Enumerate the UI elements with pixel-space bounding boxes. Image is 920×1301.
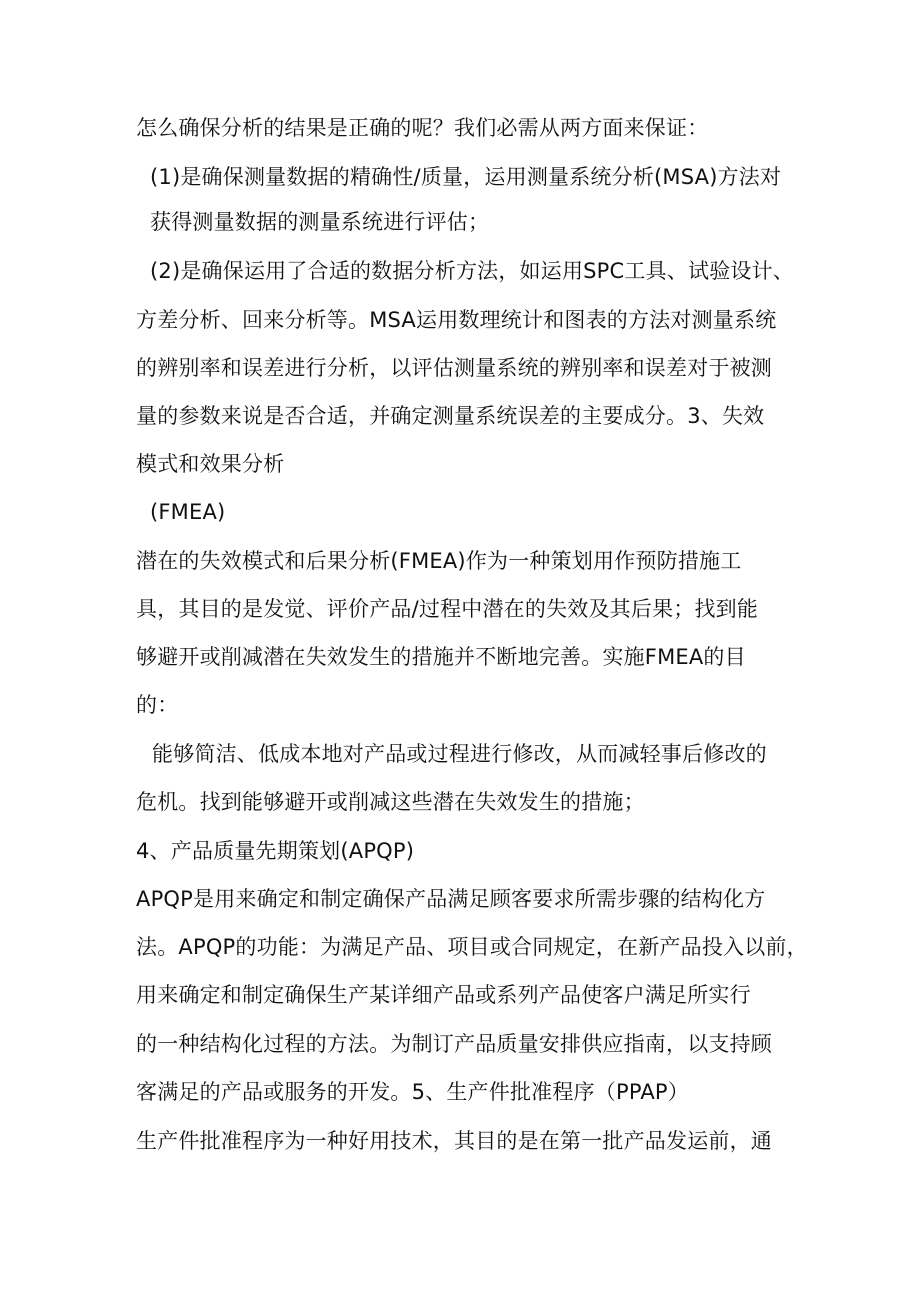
text-line: 的一种结构化过程的方法。为制订产品质量安排供应指南，以支持顾 <box>136 1032 772 1056</box>
text-line: 法。APQP的功能：为满足产品、项目或合同规定，在新产品投入以前， <box>136 935 808 959</box>
text-line: 危机。找到能够避开或削减这些潜在失效发生的措施； <box>136 790 645 814</box>
text-line: (2)是确保运用了合适的数据分析方法，如运用SPC工具、试验设计、 <box>150 259 795 283</box>
text-line: 生产件批准程序为一种好用技术，其目的是在第一批产品发运前，通 <box>136 1129 772 1153</box>
text-line: 够避开或削减潜在失效发生的措施并不断地完善。实施FMEA的目 <box>136 645 746 669</box>
text-line: 量的参数来说是否合适，并确定测量系统误差的主要成分。3、失效 <box>136 404 765 428</box>
text-line: 模式和效果分析 <box>136 452 285 476</box>
text-line: 4、产品质量先期策划(APQP) <box>136 839 415 863</box>
text-line: 具，其目的是发觉、评价产品/过程中潜在的失效及其后果；找到能 <box>136 597 759 621</box>
text-line: 方差分析、回来分析等。MSA运用数理统计和图表的方法对测量系统 <box>136 308 777 332</box>
text-line: 怎么确保分析的结果是正确的呢？我们必需从两方面来保证： <box>136 116 709 140</box>
text-line: 的辨别率和误差进行分析，以评估测量系统的辨别率和误差对于被测 <box>136 356 772 380</box>
text-line: 客满足的产品或服务的开发。5、生产件批准程序（PPAP） <box>136 1080 689 1104</box>
text-line: 用来确定和制定确保生产某详细产品或系列产品使客户满足所实行 <box>136 983 751 1007</box>
text-line: APQP是用来确定和制定确保产品满足顾客要求所需步骤的结构化方 <box>136 887 766 911</box>
text-line: 潜在的失效模式和后果分析(FMEA)作为一种策划用作预防措施工 <box>136 549 742 573</box>
text-line: (1)是确保测量数据的精确性/质量，运用测量系统分析(MSA)方法对 <box>150 165 782 189</box>
text-line: 获得测量数据的测量系统进行评估； <box>150 210 490 234</box>
text-line: 能够简洁、低成本地对产品或过程进行修改，从而减轻事后修改的 <box>152 742 767 766</box>
text-line: (FMEA) <box>150 500 226 524</box>
text-line: 的： <box>136 693 179 717</box>
